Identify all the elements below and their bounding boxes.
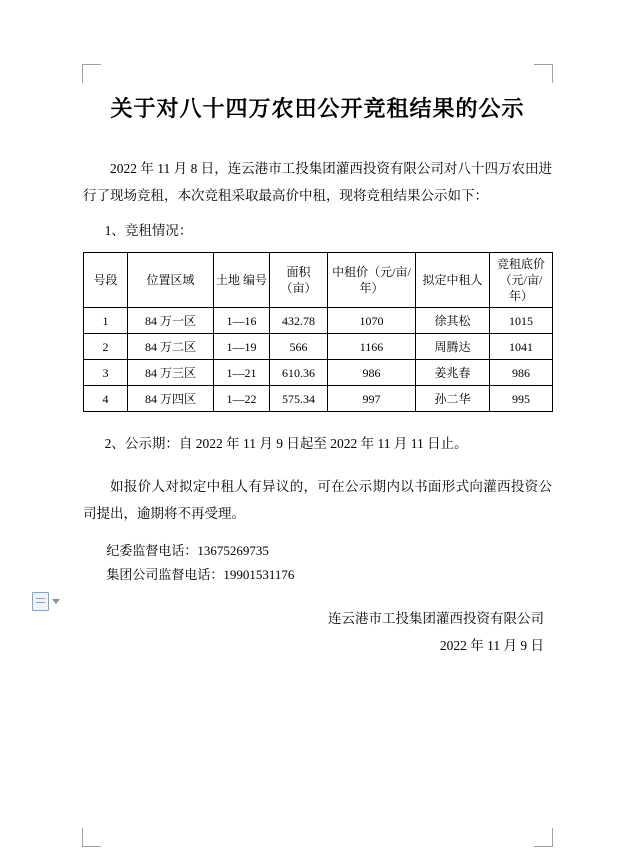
group-contact-line: 集团公司监督电话：19901531176 bbox=[106, 567, 295, 583]
table-row bbox=[84, 360, 553, 386]
cell-segment: 1 bbox=[84, 308, 128, 334]
intro-paragraph: 2022 年 11 月 8 日，连云港市工投集团灌西投资有限公司对八十四万农田进行了现场竞租，本次竞租采取最高价中租，现将竞租结果公示如下： bbox=[83, 160, 552, 203]
page-title: 关于对八十四万农田公开竞租结果的公示 bbox=[110, 96, 525, 121]
crop-mark-bottom-left bbox=[82, 828, 101, 847]
cell-segment: 4 bbox=[84, 386, 128, 412]
cell-base-price: 995 bbox=[490, 386, 553, 412]
spacer bbox=[83, 587, 552, 605]
section-1-label: 1、竞租情况： bbox=[104, 222, 193, 238]
table-row bbox=[84, 386, 553, 412]
signature-organization: 连云港市工投集团灌西投资有限公司 bbox=[328, 611, 544, 627]
objection-paragraph: 如报价人对拟定中租人有异议的，可在公示期内以书面形式向灌西投资公司提出，逾期将不再受理。 bbox=[83, 479, 552, 522]
cell-area-location: 84 万二区 bbox=[128, 334, 214, 360]
cell-winner: 周腾达 bbox=[416, 334, 490, 360]
document-icon bbox=[32, 592, 49, 611]
cell-land-number: 1—21 bbox=[214, 360, 270, 386]
column-header-area-location: 位置区域 bbox=[128, 252, 214, 308]
cell-winning-price: 997 bbox=[328, 386, 416, 412]
cell-land-number: 1—22 bbox=[214, 386, 270, 412]
cell-base-price: 1041 bbox=[490, 334, 553, 360]
spacer bbox=[83, 412, 552, 430]
cell-winner: 徐其松 bbox=[416, 308, 490, 334]
bid-results-table bbox=[83, 252, 553, 413]
cell-area-location: 84 万一区 bbox=[128, 308, 214, 334]
column-header-base-price: 竞租底价（元/亩/年） bbox=[490, 252, 553, 308]
cell-land-number: 1—16 bbox=[214, 308, 270, 334]
spacer bbox=[83, 209, 552, 217]
cell-area-location: 84 万三区 bbox=[128, 360, 214, 386]
document-thumbnail-widget[interactable] bbox=[32, 592, 60, 611]
cell-land-number: 1—19 bbox=[214, 334, 270, 360]
cell-winner: 姜兆春 bbox=[416, 360, 490, 386]
signature-date: 2022 年 11 月 9 日 bbox=[439, 638, 544, 654]
cell-acreage: 432.78 bbox=[270, 308, 328, 334]
column-header-segment: 号段 bbox=[84, 252, 128, 308]
cell-acreage: 610.36 bbox=[270, 360, 328, 386]
column-header-winner: 拟定中租人 bbox=[416, 252, 490, 308]
crop-mark-bottom-right bbox=[534, 828, 553, 847]
column-header-land-number: 土地 编号 bbox=[214, 252, 270, 308]
column-header-winning-price: 中租价（元/亩/年） bbox=[328, 252, 416, 308]
cell-base-price: 986 bbox=[490, 360, 553, 386]
chevron-down-icon[interactable] bbox=[52, 599, 60, 604]
table-row bbox=[84, 308, 553, 334]
spacer bbox=[83, 527, 552, 539]
section-2-label: 2、公示期：自 2022 年 11 月 9 日起至 2022 年 11 月 11 日止。 bbox=[104, 436, 468, 452]
table-row bbox=[84, 334, 553, 360]
spacer bbox=[83, 125, 552, 155]
table-header-row bbox=[84, 252, 553, 308]
column-header-acreage: 面积（亩） bbox=[270, 252, 328, 308]
cell-base-price: 1015 bbox=[490, 308, 553, 334]
cell-winning-price: 1166 bbox=[328, 334, 416, 360]
cell-area-location: 84 万四区 bbox=[128, 386, 214, 412]
cell-acreage: 575.34 bbox=[270, 386, 328, 412]
cell-segment: 2 bbox=[84, 334, 128, 360]
document-body bbox=[83, 70, 552, 659]
cell-winning-price: 1070 bbox=[328, 308, 416, 334]
spacer bbox=[83, 457, 552, 473]
cell-segment: 3 bbox=[84, 360, 128, 386]
cell-winning-price: 986 bbox=[328, 360, 416, 386]
discipline-contact-line: 纪委监督电话：13675269735 bbox=[106, 543, 269, 559]
cell-winner: 孙二华 bbox=[416, 386, 490, 412]
cell-acreage: 566 bbox=[270, 334, 328, 360]
